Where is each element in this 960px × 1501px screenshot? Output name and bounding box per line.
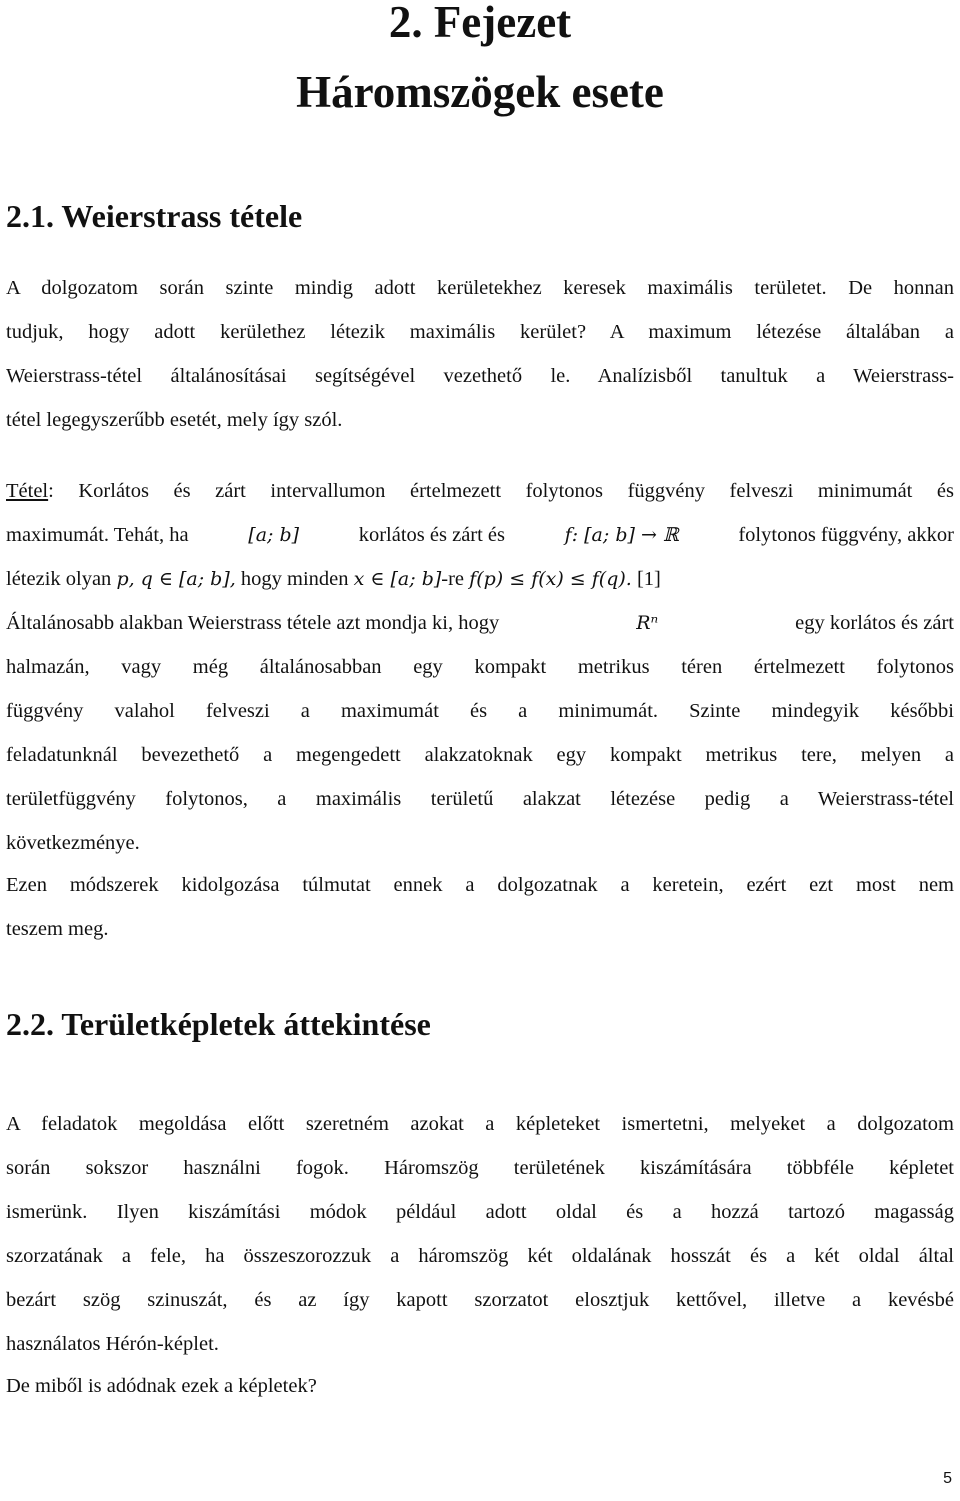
citation: [1] <box>631 568 661 590</box>
paragraph-line: tétel legegyszerűbb esetét, mely így szól. <box>6 409 343 431</box>
theorem-line-1 <box>6 478 954 504</box>
paragraph-line: szorzatának a fele, ha összeszorozzuk a háromszög két oldalának hosszát és a két oldal által <box>6 1245 954 1267</box>
paragraph-line: használatos Hérón-képlet. <box>6 1333 219 1355</box>
theorem-text: korlátos és zárt és <box>358 524 506 546</box>
theorem-line-3 <box>6 566 954 592</box>
chapter-number: 2. Fejezet <box>388 0 572 47</box>
paragraph-line: Ezen módszerek kidolgozása túlmutat ennek a dolgozatnak a keretein, ezért ezt most nem <box>6 874 954 896</box>
section-heading-2-1: 2.1. Weierstrass tétele <box>6 198 303 234</box>
paragraph-line: teszem meg. <box>6 918 109 940</box>
theorem-text: -re <box>441 568 470 590</box>
math-pq: p, q ∈ [a; b], <box>116 568 236 590</box>
math-interval: [a; b] <box>248 524 300 546</box>
math-function: f: [a; b] → ℝ <box>564 524 679 546</box>
theorem-line-2 <box>6 522 954 548</box>
paragraph-line: ismerünk. Ilyen kiszámítási módok például adott oldal és a hozzá tartozó magasság <box>6 1201 954 1223</box>
paragraph-line: Weierstrass-tétel általánosításai segítségével vezethető le. Analízisből tanultuk a Weierstrass- <box>6 365 954 387</box>
theorem-text: hogy minden <box>235 568 354 590</box>
paragraph-line: függvény valahol felveszi a maximumát és a minimumát. Szinte mindegyik későbbi <box>6 700 954 722</box>
theorem-text: maximumát. Tehát, ha <box>6 524 189 546</box>
theorem-text: folytonos függvény, akkor <box>738 524 954 546</box>
paragraph-line: bezárt szög szinuszát, és az így kapott szorzatot elosztjuk kettővel, illetve a kevésbé <box>6 1289 954 1311</box>
question-line: De miből is adódnak ezek a képletek? <box>6 1375 317 1397</box>
paragraph-line: területfüggvény folytonos, a maximális területű alakzat létezése pedig a Weierstrass-tétel <box>6 788 954 810</box>
paragraph-line: A dolgozatom során szinte mindig adott kerületekhez keresek maximális területet. De honnan <box>6 277 954 299</box>
paragraph-text: egy korlátos és zárt <box>795 612 954 634</box>
section-heading-2-2: 2.2. Területképletek áttekintése <box>6 1006 431 1042</box>
page-number: 5 <box>943 1470 952 1487</box>
math-inequality: f(p) ≤ f(x) ≤ f(q). <box>469 568 632 590</box>
paragraph-line: következménye. <box>6 832 140 854</box>
math-rn: Rⁿ <box>636 612 659 634</box>
theorem-label: Tétel <box>6 480 49 502</box>
paragraph-line: tudjuk, hogy adott kerülethez létezik maximális kerület? A maximum létezése általában a <box>6 321 954 343</box>
theorem-text: : Korlátos és zárt intervallumon értelmezett folytonos függvény felveszi minimumát és <box>48 480 954 502</box>
general-line-1 <box>6 610 954 636</box>
chapter-title: Háromszögek esete <box>296 67 664 117</box>
paragraph-line: A feladatok megoldása előtt szeretném azokat a képleteket ismertetni, melyeket a dolgozatom <box>6 1113 954 1135</box>
paragraph-line: során sokszor használni fogok. Háromszög területének kiszámítására többféle képletet <box>6 1157 954 1179</box>
theorem-text: létezik olyan <box>6 568 117 590</box>
paragraph-text: Általánosabb alakban Weierstrass tétele azt mondja ki, hogy <box>6 612 500 634</box>
math-x: x ∈ [a; b] <box>353 568 442 590</box>
paragraph-line: halmazán, vagy még általánosabban egy kompakt metrikus téren értelmezett folytonos <box>6 656 954 678</box>
paragraph-line: feladatunknál bevezethető a megengedett alakzatoknak egy kompakt metrikus tere, melyen a <box>6 744 954 766</box>
